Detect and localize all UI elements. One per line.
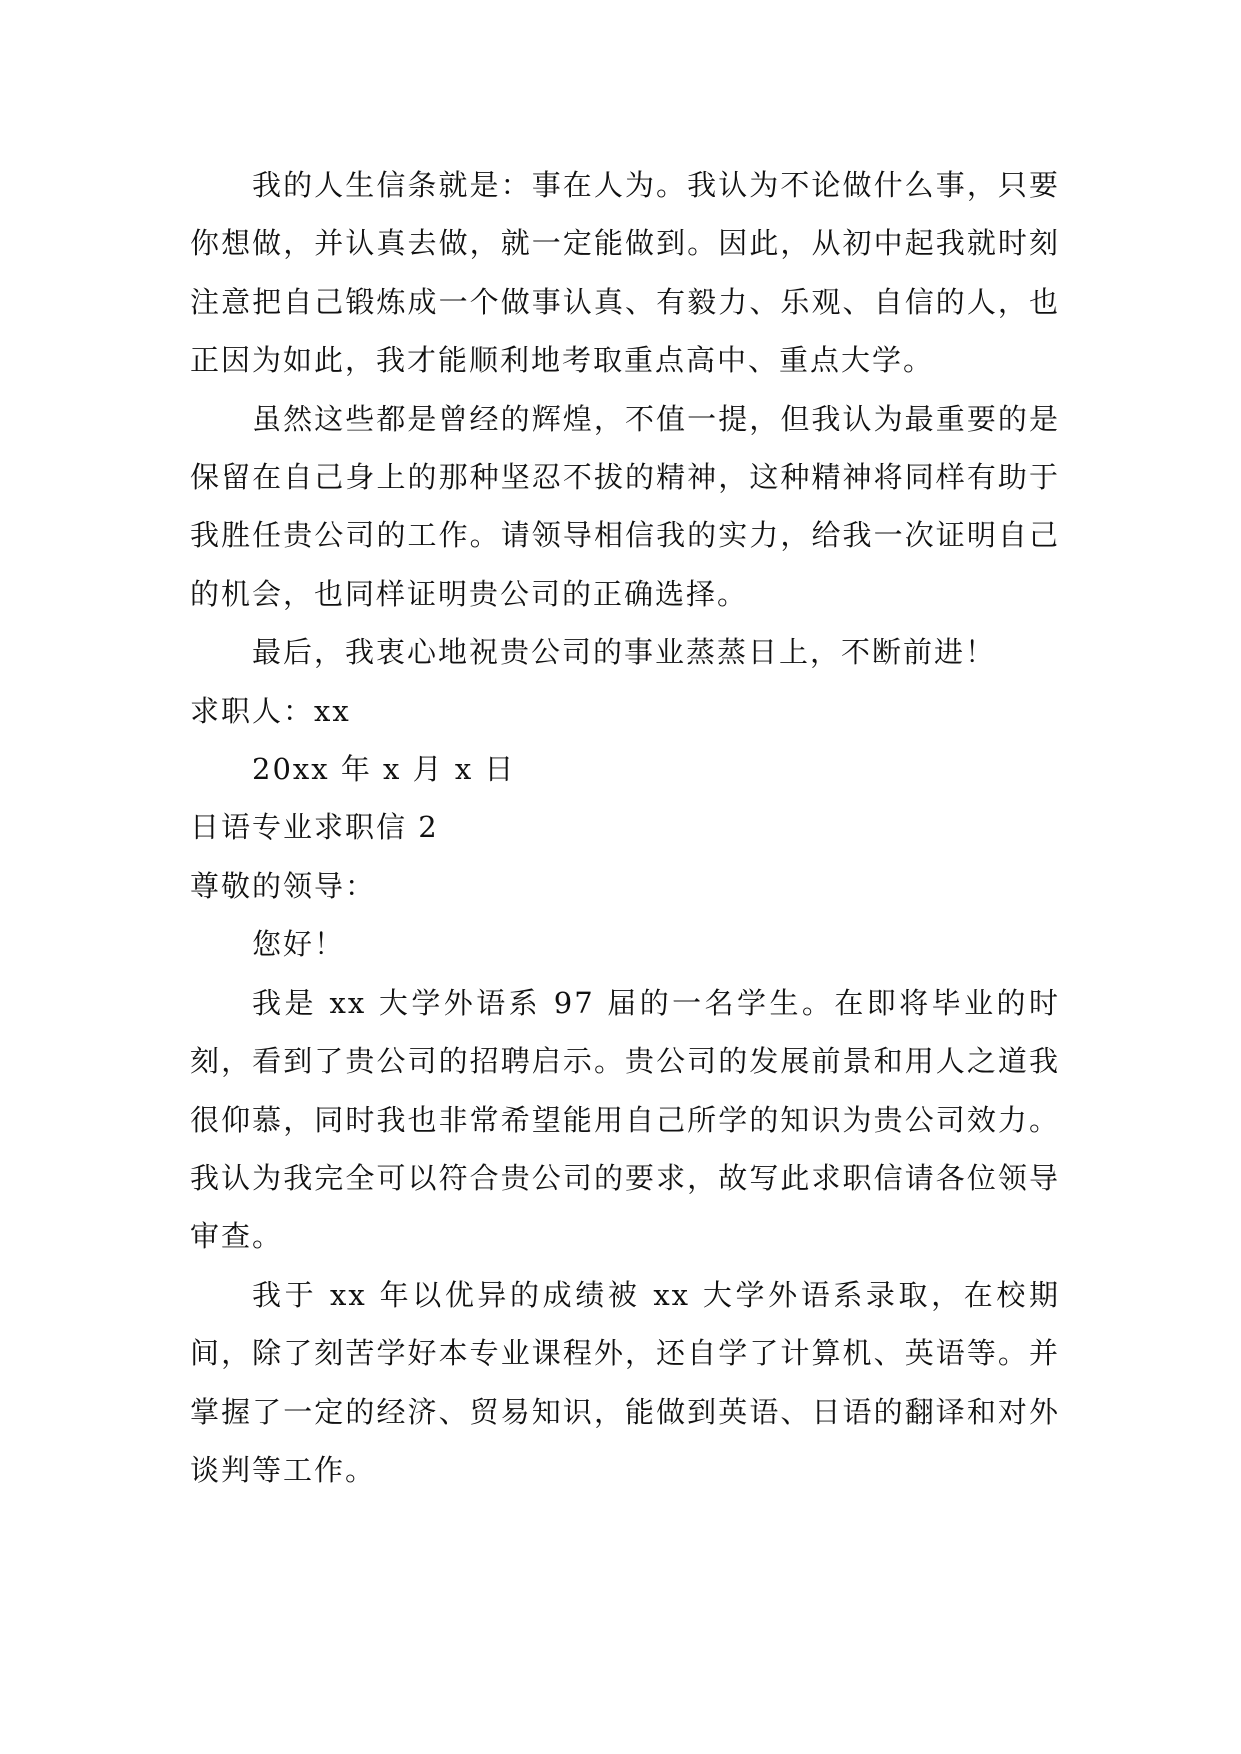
paragraph-spirit: 虽然这些都是曾经的辉煌，不值一提，但我认为最重要的是保留在自己身上的那种坚忍不拔的精神，这种精神将同样有助于我胜任贵公司的工作。请领导相信我的实力，给我一次证明自己的机会，也同样证明贵公司的正确选择。 [190, 401, 1060, 611]
paragraph-closing-wish: 最后，我衷心地祝贵公司的事业蒸蒸日上，不断前进！ [252, 635, 997, 670]
letter2-salutation: 尊敬的领导： [190, 868, 377, 903]
letter-date: 20xx 年 x 月 x 日 [252, 752, 516, 787]
letter2-greeting: 您好！ [252, 927, 346, 962]
letter2-paragraph-study: 我于 xx 年以优异的成绩被 xx 大学外语系录取，在校期间，除了刻苦学好本专业课程外，还自学了计算机、英语等。并掌握了一定的经济、贸易知识，能做到英语、日语的翻译和对外谈判等工作。 [190, 1277, 1060, 1487]
document-body [190, 156, 1060, 1499]
paragraph-life-motto: 我的人生信条就是：事在人为。我认为不论做什么事，只要你想做，并认真去做，就一定能做到。因此，从初中起我就时刻注意把自己锻炼成一个做事认真、有毅力、乐观、自信的人，也正因为如此，我才能顺利地考取重点高中、重点大学。 [190, 168, 1060, 378]
letter2-title: 日语专业求职信 2 [190, 810, 439, 845]
applicant-signature: 求职人：xx [190, 693, 351, 728]
letter2-paragraph-intro: 我是 xx 大学外语系 97 届的一名学生。在即将毕业的时刻，看到了贵公司的招聘启示。贵公司的发展前景和用人之道我很仰慕，同时我也非常希望能用自己所学的知识为贵公司效力。我认为我完全可以符合贵公司的要求，故写此求职信请各位领导审查。 [190, 985, 1060, 1254]
